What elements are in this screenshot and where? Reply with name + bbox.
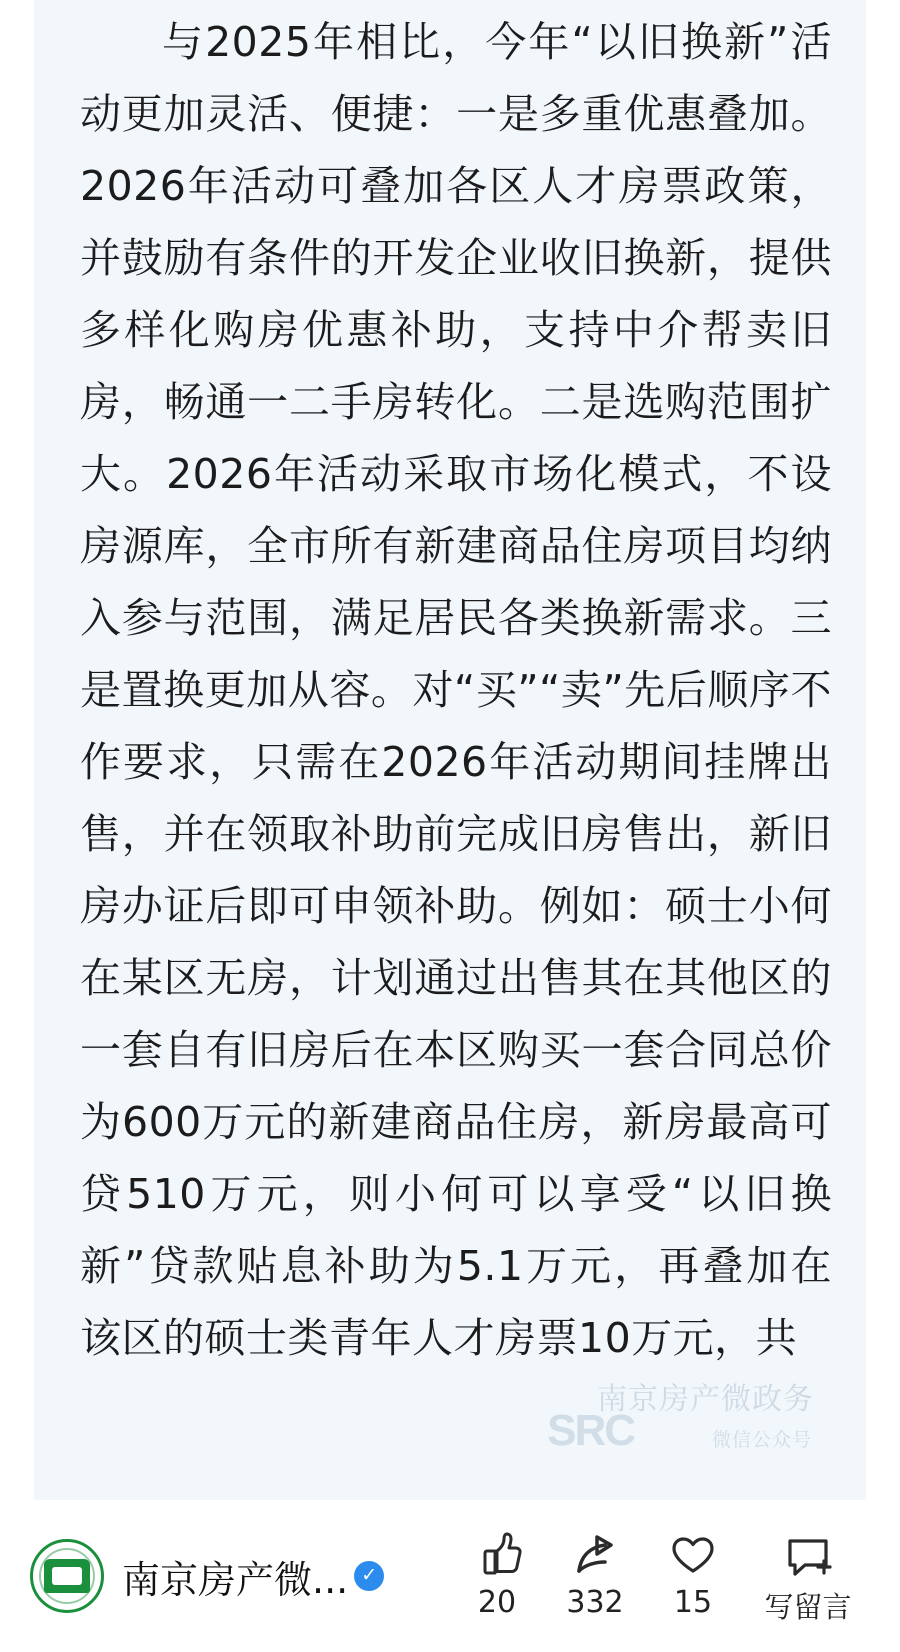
favorite-button[interactable] bbox=[644, 1527, 742, 1620]
favorite-count: 15 bbox=[673, 1584, 713, 1620]
article-text-block bbox=[80, 6, 832, 1374]
account-entry[interactable] bbox=[30, 1539, 384, 1613]
watermark-subtitle: 微信公众号 bbox=[711, 1429, 812, 1451]
avatar[interactable] bbox=[30, 1539, 104, 1613]
share-count: 332 bbox=[566, 1584, 624, 1620]
heart-icon bbox=[667, 1527, 719, 1583]
comment-label: 写留言 bbox=[764, 1589, 852, 1624]
text-fade-overlay bbox=[34, 1456, 866, 1500]
action-group bbox=[448, 1527, 874, 1626]
write-comment-button[interactable] bbox=[742, 1527, 874, 1626]
article-paragraph: 与2025年相比，今年“以旧换新”活动更加灵活、便捷：一是多重优惠叠加。2026年活动可叠加各区人才房票政策，并鼓励有条件的开发企业收旧换新，提供多样化购房优惠补助，支持中介帮卖旧房，畅通一二手房转化。二是选购范围扩大。2026年活动采取市场化模式，不设房源库，全市所有新建商品住房项目均纳入参与范围，满足居民各类换新需求。三是置换更加从容。对“买”“卖”先后顺序不作要求，只需在2026年活动期间挂牌出售，并在领取补助前完成旧房售出，新旧房办证后即可申领补助。例如：硕士小何在某区无房，计划通过出售其在其他区的一套自有旧房后在本区购买一套合同总价为600万元的新建商品住房，新房最高可贷510万元，则小何可以享受“以旧换新”贷款贴息补助为5.1万元，再叠加在该区的硕士类青年人才房票10万元，共 bbox=[80, 18, 832, 1362]
like-count: 20 bbox=[477, 1584, 517, 1620]
thumbs-up-icon bbox=[471, 1527, 523, 1583]
article-card[interactable] bbox=[34, 0, 866, 1500]
verified-badge-icon: ✓ bbox=[354, 1561, 384, 1591]
avatar-glyph bbox=[44, 1559, 90, 1593]
share-button[interactable] bbox=[546, 1527, 644, 1620]
watermark-logo: SRC bbox=[547, 1406, 634, 1455]
like-button[interactable] bbox=[448, 1527, 546, 1620]
comment-plus-icon bbox=[781, 1527, 835, 1583]
share-arrow-icon bbox=[569, 1527, 621, 1583]
bottom-action-bar bbox=[0, 1500, 900, 1652]
account-name[interactable]: 南京房产微... bbox=[122, 1557, 349, 1602]
watermark-title: 南京房产微政务 bbox=[597, 1382, 814, 1417]
